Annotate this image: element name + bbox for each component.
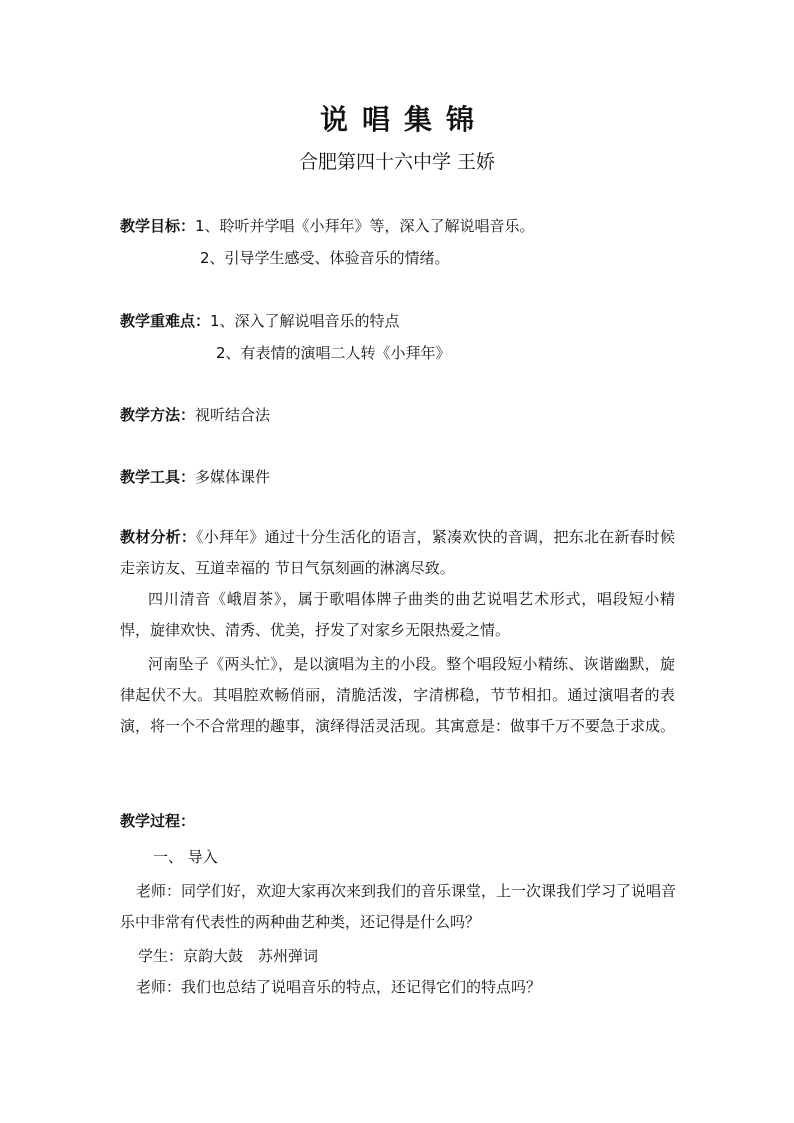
process-dialog-1: 老师：同学们好，欢迎大家再次来到我们的音乐课堂，上一次课我们学习了说唱音乐中非常有代表性的两种曲艺种类，还记得是什么吗？ (120, 882, 677, 931)
key-points-line-1 (120, 310, 400, 332)
key-points-item-1: 1、深入了解说唱音乐的特点 (210, 312, 400, 330)
process-label: 教学过程： (120, 812, 196, 830)
tools-line (120, 466, 270, 488)
key-points-item-2: 2、有表情的演唱二人转《小拜年》 (216, 344, 451, 362)
tools-label: 教学工具： (120, 468, 196, 486)
objectives-item-2: 2、引导学生感受、体验音乐的情绪。 (200, 249, 450, 267)
document-title: 说唱集锦 (319, 103, 488, 136)
method-label: 教学方法： (120, 406, 196, 424)
tools-text: 多媒体课件 (195, 468, 271, 486)
objectives-item-1: 1、聆听并学唱《小拜年》等，深入了解说唱音乐。 (195, 217, 535, 235)
analysis-paragraph-2: 四川清音《峨眉茶》，属于歌唱体牌子曲类的曲艺说唱艺术形式，唱段短小精悍，旋律欢快、清秀、优美，抒发了对家乡无限热爱之情。 (120, 590, 675, 639)
key-points-label: 教学重难点： (120, 312, 211, 330)
process-dialog-2: 学生：京韵大鼓 苏州弹词 (138, 947, 319, 965)
analysis-para-1-text: 《小拜年》通过十分生活化的语言，紧凑欢快的音调，把东北在新春时候走亲访友、互道幸福的 节日气氛刻画的淋漓尽致。 (120, 528, 675, 577)
analysis-paragraph-1 (120, 522, 675, 584)
process-section-1: 一、 导入 (153, 848, 218, 866)
method-line (120, 404, 270, 426)
method-text: 视听结合法 (195, 406, 271, 424)
objectives-label: 教学目标： (120, 217, 196, 235)
document-subtitle: 合肥第四十六中学 王娇 (298, 151, 496, 173)
process-dialog-3: 老师：我们也总结了说唱音乐的特点，还记得它们的特点吗？ (136, 978, 542, 996)
analysis-label: 教材分析： (120, 528, 197, 546)
analysis-paragraph-3: 河南坠子《两头忙》，是以演唱为主的小段。整个唱段短小精练、诙谐幽默，旋律起伏不大。其唱腔欢畅俏丽，清脆活泼，字清梆稳，节节相扣。通过演唱者的表演，将一个不合常理的趣事，演绎得活灵活现。其寓意是：做事千万不要急于求成。 (120, 655, 676, 735)
objectives-line-1 (120, 215, 535, 237)
